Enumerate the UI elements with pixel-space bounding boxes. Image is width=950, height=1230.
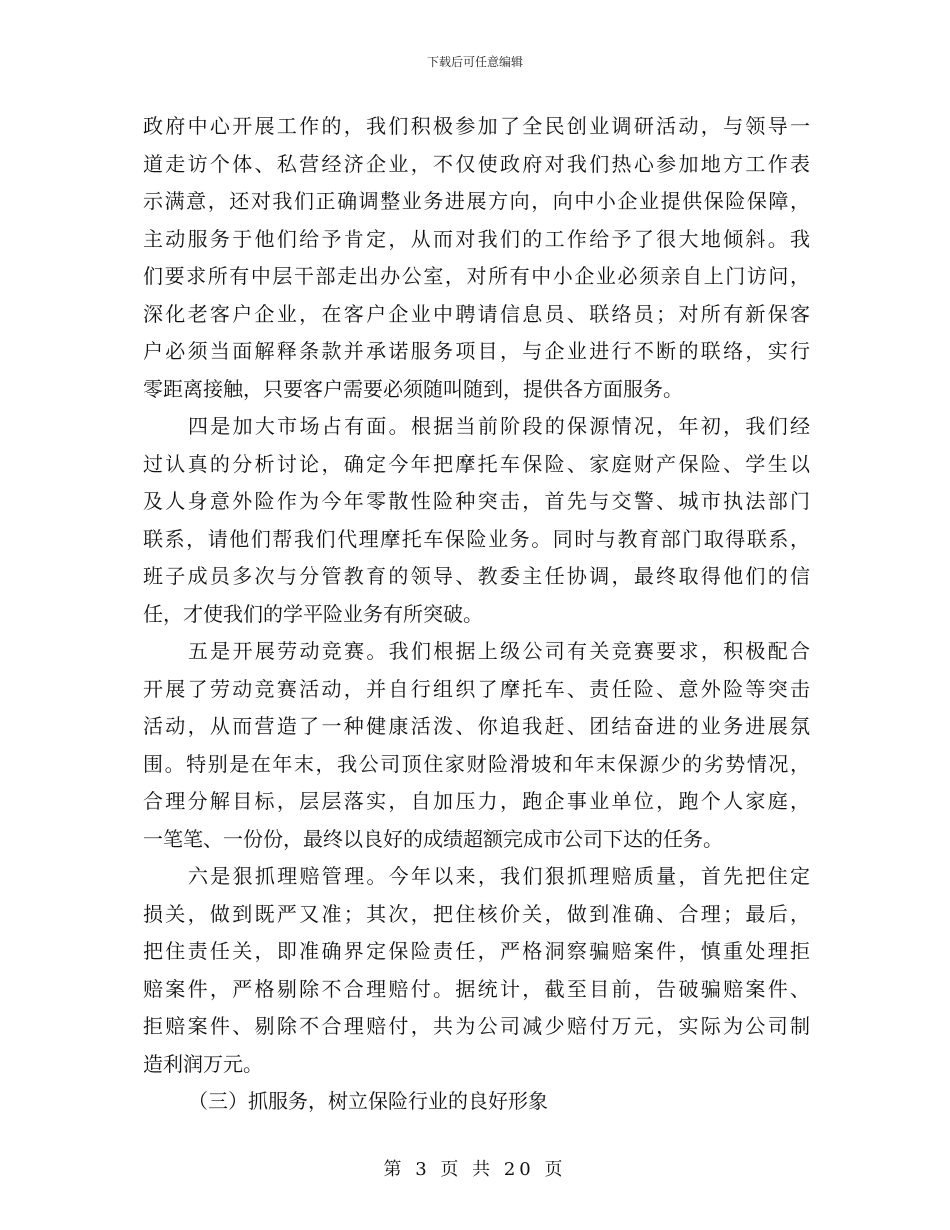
text-line: 零距离接触，只要客户需要必须随叫随到，提供各方面服务。 [143, 376, 683, 401]
page-header: 下载后可任意编辑 [426, 55, 523, 69]
text-line: 损关，做到既严又准；其次，把住核价关，做到准确、合理；最后， [143, 901, 810, 926]
text-line: 户必须当面解释条款并承诺服务项目，与企业进行不断的联络，实行 [143, 339, 810, 363]
text-line: 政府中心开展工作的，我们积极参加了全民创业调研活动，与领导一 [143, 114, 810, 138]
text-line: 及人身意外险作为今年零散性险种突击，首先与交警、城市执法部门 [143, 489, 810, 513]
text-line: 任，才使我们的学平险业务有所突破。 [143, 601, 483, 626]
text-line: 围。特别是在年末，我公司顶住家财险滑坡和年末保源少的劣势情况， [143, 751, 810, 776]
text-line: 深化老客户企业，在客户企业中聘请信息员、联络员；对所有新保客 [143, 301, 810, 326]
section-heading: （三）抓服务，树立保险行业的良好形象 [188, 1089, 548, 1113]
text-line: 开展了劳动竞赛活动，并自行组织了摩托车、责任险、意外险等突击 [143, 676, 810, 701]
text-line: 过认真的分析讨论，确定今年把摩托车保险、家庭财产保险、学生以 [143, 451, 810, 476]
text-line: 活动，从而营造了一种健康活泼、你追我赶、团结奋进的业务进展氛 [143, 714, 810, 738]
text-line: 造利润万元。 [143, 1051, 263, 1076]
text-line: 五是开展劳动竞赛。我们根据上级公司有关竞赛要求，积极配合 [188, 639, 810, 663]
text-line: 主动服务于他们给予肯定，从而对我们的工作给予了很大地倾斜。我 [143, 226, 810, 251]
text-line: 赔案件，严格剔除不合理赔付。据统计，截至目前，告破骗赔案件、 [143, 976, 810, 1001]
text-line: 道走访个体、私营经济企业，不仅使政府对我们热心参加地方工作表 [143, 151, 810, 176]
text-line: 合理分解目标，层层落实，自加压力，跑企事业单位，跑个人家庭， [143, 789, 810, 813]
text-line: 拒赔案件、剔除不合理赔付，共为公司减少赔付万元，实际为公司制 [143, 1014, 810, 1038]
text-line: 联系，请他们帮我们代理摩托车保险业务。同时与教育部门取得联系， [143, 526, 810, 551]
text-line: 们要求所有中层干部走出办公室，对所有中小企业必须亲自上门访问， [143, 264, 810, 288]
text-line: 班子成员多次与分管教育的领导、教委主任协调，最终取得他们的信 [143, 564, 810, 588]
text-line: 六是狠抓理赔管理。今年以来，我们狠抓理赔质量，首先把住定 [188, 864, 810, 888]
document-body [143, 108, 810, 1121]
text-line: 四是加大市场占有面。根据当前阶段的保源情况，年初，我们经 [188, 414, 810, 438]
text-line: 示满意，还对我们正确调整业务进展方向，向中小企业提供保险保障， [143, 189, 810, 213]
text-line: 把住责任关，即准确界定保险责任，严格洞察骗赔案件，慎重处理拒 [143, 939, 810, 963]
page-footer: 第 3 页 共 20 页 [383, 1159, 567, 1180]
text-line: 一笔笔、一份份，最终以良好的成绩超额完成市公司下达的任务。 [143, 826, 723, 851]
